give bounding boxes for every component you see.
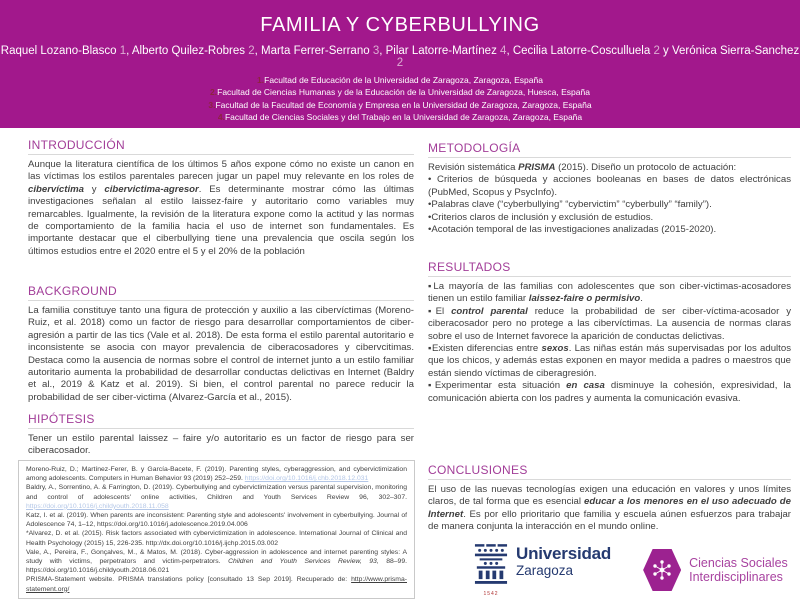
- metodologia-intro: Revisión sistemática PRISMA (2015). Diseño un protocolo de actuación:: [428, 162, 737, 173]
- reference-item: *Alvarez, D. et al. (2015). Risk factors associated with cybervictimization in adolescence. International Journal of Clinical and Health Psychology (2015) 15, 226-235. http://dx.doi.org/10.1016/j.ijchp.2015.03.002: [26, 530, 407, 547]
- list-item: ▪El control parental reduce la probabilidad de ser ciber-víctima-acosador y ciberacosador pero no protege a las cibervíctimas. La ausencia de normas claras sobre el uso de Internet favorece la aparición de conductas delictivas.: [428, 305, 791, 342]
- affiliation-text: Facultad de la Facultad de Economía y Empresa en la Universidad de Zaragoza, Zaragoza, España: [215, 99, 592, 110]
- university-building-icon: [474, 543, 508, 590]
- introduccion-body: Aunque la literatura científica de los últimos 5 años expone cómo no existe un canon en las víctimas los estilos parentales parecen jugar un papel muy relevante en los roles de cibervíctima y cibervictima-agresor. Es determinante mostrar cómo las últimas investigaciones señalan al estilo laissez-faire y autoritario como variables muy remarcables. Igualmente, la revisión de la literatura expone como la actitud y las normas de comportamiento de la familia hacia el uso de internet son fundamentales. Es importante destacar que el ciberbullying tiene una prevalencia que oscila según los últimos estudios entre el 2020 entre el 5 y el 20% de la población: [28, 159, 414, 257]
- section-conclusiones: [428, 463, 791, 534]
- list-item: ▪Experimentar esta situación en casa disminuye la cohesión, expresividad, la comunicación abierta con los padres y aumenta la comunicación evasiva.: [428, 380, 791, 404]
- ciencias-sociales-label: Ciencias Sociales: [689, 555, 788, 570]
- left-column: [28, 0, 414, 600]
- list-item: ▪Existen diferencias entre sexos. Las niñas están más supervisadas por los adultos que los chicos, y además estas exponen en mayor medida a padres o maestros que están siendo víctimas de ciberagresión.: [428, 343, 791, 379]
- metodologia-bullet-list: [428, 174, 791, 236]
- list-item: •Criterios claros de inclusión y exclusión de estudios.: [428, 211, 654, 223]
- section-title-resultados: RESULTADOS: [428, 260, 791, 277]
- affiliation-number: 2.: [210, 87, 218, 98]
- list-item: ▪La mayoría de las familias con adolescentes que son ciber-victimas-acosadores tienen un estilo familiar laissez-faire o permisivo.: [428, 281, 791, 305]
- interdisciplinares-label: Interdisciplinares: [689, 570, 783, 584]
- section-title-introduccion: INTRODUCCIÓN: [28, 138, 414, 155]
- section-title-metodologia: METODOLOGÍA: [428, 141, 791, 158]
- affiliation-text: Facultad de Ciencias Humanas y de la Educación de la Universidad de Zaragoza, Huesca, España: [217, 87, 590, 98]
- reference-link[interactable]: http://www.prisma-statement.org/: [26, 576, 407, 593]
- reference-link[interactable]: https://doi.org/10.1016/j.chb.2018.12.031: [244, 475, 369, 483]
- logos-row: [428, 544, 791, 596]
- affiliation-number: 1.: [257, 75, 265, 85]
- hipotesis-body: Tener un estilo parental laissez – faire y/o autoritario es un factor de riesgo para ser ciberacosador.: [28, 433, 414, 457]
- section-title-background: BACKGROUND: [28, 284, 414, 301]
- reference-item: Katz, I. et al. (2019). When parents are inconsistent: Parenting style and adolescents' involvement in cyberbullying. Journal of Adolescence 74, 1–12, https://doi.org/10.1016/j.adolescence.2019.04.006: [26, 512, 407, 529]
- section-hipotesis: [28, 412, 414, 458]
- section-title-hipotesis: HIPÓTESIS: [28, 412, 414, 429]
- affiliation-text: Facultad de Ciencias Sociales y del Trabajo en la Universidad de Zaragoza, Zaragoza, España: [224, 112, 583, 123]
- ciencias-sociales-logo: [643, 549, 788, 591]
- list-item: •Acotación temporal de las investigaciones analizadas (2015-2020).: [428, 224, 717, 236]
- reference-link[interactable]: https://doi.org/10.1016/j.childyouth.2018.11.058: [26, 502, 169, 510]
- authors-line: Raquel Lozano-Blasco 1, Alberto Quilez-Robres 2, Marta Ferrer-Serrano 3, Pilar Latorre-Martínez 4, Cecilia Latorre-Cosculluela 2 y Verónica Sierra-Sanchez 2: [0, 45, 800, 69]
- universidad-zaragoza-logo: [474, 543, 611, 597]
- zaragoza-wordmark: Zaragoza: [516, 563, 574, 578]
- background-body: La familia constituye tanto una figura de protección y auxilio a las cibervíctimas (Moreno-Ruiz, et al. 2018) como un factor de riesgo para desarrollar comportamientos de ciber-agresión a partir de las tics (Vale et al. 2018). De esta forma el estilo parental autoritario e inconsistente se asocia con mayor prevalencia de ciberacosadores y cibervcitimas. Destaca como la ausencia de normas sobre el control de internet junto a un estilo familiar autoritario aumenta la probabilidad de desarrollar conductas delictivas en Internet (Baldry et al., 2019 & Katz et al. 2019). Si bien, el control parental no parece reducir la probabilidad de ser ciber-victima (Alvarez-García et al., 2015).: [28, 305, 414, 403]
- resultados-bullet-list: [428, 281, 791, 405]
- conclusiones-body: El uso de las nuevas tecnologías exigen una educación en valores y unos límites claros, de tal forma que es esencial educar a los menores en el uso adecuado de Internet. Es por ello prioritario que familia y escuela aúnen esfuerzos para trabajar de manera conjunta la interacción en el mundo online.: [428, 484, 791, 533]
- affiliation-text: Facultad de Educación de la Universidad de Zaragoza, Zaragoza, España: [264, 75, 543, 85]
- affiliation-number: 4.: [217, 112, 225, 123]
- universidad-wordmark: Universidad: [516, 544, 612, 563]
- affiliation-number: 3.: [208, 99, 216, 110]
- reference-item: Moreno-Ruiz, D.; Martínez-Ferer, B. y García-Bacete, F. (2019). Parenting styles, cyberaggression, and cybervictimization among adolescents. Computers in Human Behavior 93 (2019) 252–259. https://doi.org/10.1016/j.chb.2018.12.031: [26, 466, 407, 483]
- section-metodologia: [428, 141, 791, 236]
- references-box: [18, 460, 415, 599]
- founding-year-label: 1542: [483, 591, 499, 597]
- reference-item: PRISMA-Statement website. PRISMA translations policy [consultado 13 Sep 2019]. Recuperado de: http://www.prisma-statement.org/: [26, 576, 407, 593]
- section-title-conclusiones: CONCLUSIONES: [428, 463, 791, 480]
- section-introduccion: [28, 138, 414, 258]
- right-column: [428, 0, 791, 600]
- section-resultados: [428, 260, 791, 405]
- section-background: [28, 284, 414, 404]
- reference-item: Baldry, A., Sorrentino, A. & Farrington, D. (2019). Cyberbullying and cybervictimization versus parental supervision, monitoring and control of adolescents' online activities, Children and Youth Services Review 96, 302–307. https://doi.org/10.1016/j.childyouth.2018.11.058: [26, 484, 407, 510]
- list-item: • Criterios de búsqueda y acciones booleanas en bases de datos electrónicas (PubMed, Scopus y PsycInfo).: [428, 174, 791, 198]
- network-hexagon-icon: [643, 549, 681, 591]
- poster-title: FAMILIA Y CYBERBULLYING: [260, 14, 540, 36]
- list-item: •Palabras clave (“cyberbullying” “cybervictim” “cyberbully” “family”).: [428, 199, 712, 211]
- reference-item: Vale, A., Pereira, F., Gonçalves, M., & Matos, M. (2018). Cyber-aggression in adolescence and internet parenting styles: A study with victims, perpetrators and victim-perpetrators. Children and Youth Services Review, 93, 88–99. https://doi.org/10.1016/j.childyouth.2018.06.021: [26, 548, 408, 575]
